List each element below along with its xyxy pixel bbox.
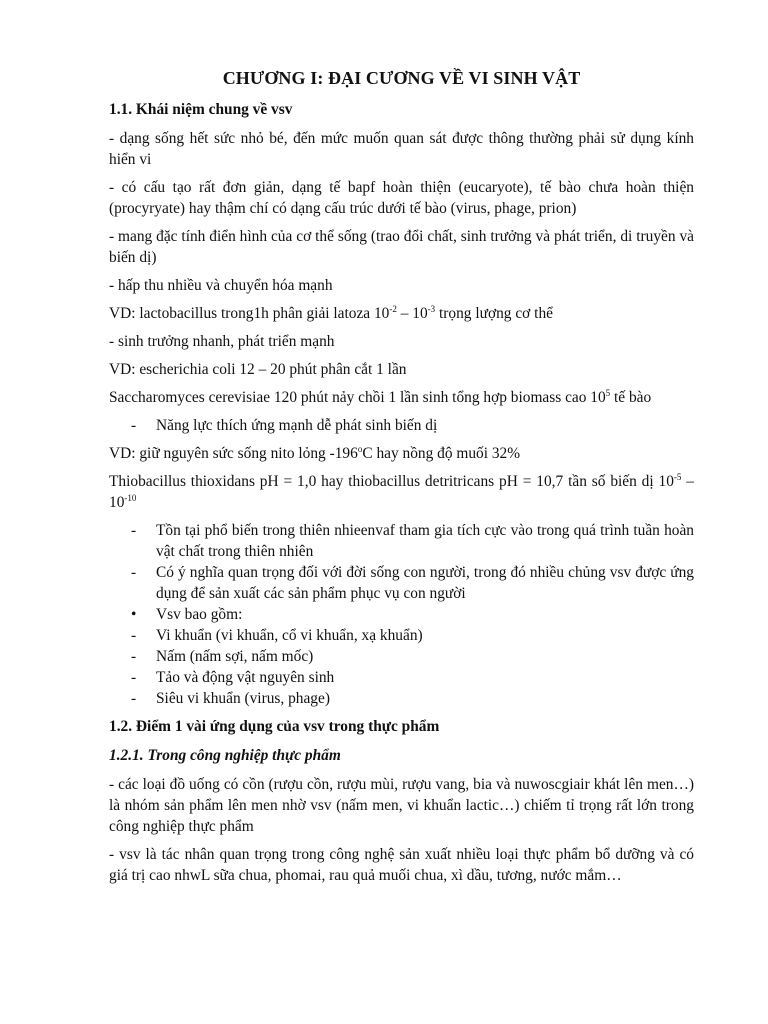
dash-list [109,415,694,436]
paragraph: - sinh trưởng nhanh, phát triển mạnh [109,333,335,350]
dash-marker: - [131,417,137,434]
paragraph: - hấp thu nhiều và chuyển hóa mạnh [109,277,333,294]
dash-marker: - [131,669,137,686]
dash-marker: - [131,648,137,665]
bullet-marker: • [131,606,137,623]
section-heading-1-2: 1.2. Điểm 1 vài ứng dụng của vsv trong thực phẩm [109,718,440,735]
dash-marker: - [131,690,137,707]
paragraph-example: VD: escherichia coli 12 – 20 phút phân cắt 1 lần [109,361,407,378]
paragraph: - có cấu tạo rất đơn giản, dạng tế bapf hoàn thiện (eucaryote), tế bào chưa hoàn thiện (procyryate) hay thậm chí có dạng cấu trúc dưới tế bào (virus, phage, prion) [109,179,694,217]
dash-marker: - [131,564,137,581]
paragraph-example: Thiobacillus thioxidans pH = 1,0 hay thiobacillus detritricans pH = 10,7 tần số biến dị $10^{-5} - 10^{-10}$ [109,472,694,511]
paragraph-example: Saccharomyces cerevisiae 120 phút nảy chồi 1 lần sinh tổng hợp biomass cao $10^5$ tế bào [109,388,652,406]
list-item: - Năng lực thích ứng mạnh dễ phát sinh biến dị [131,417,438,434]
dash-marker: - [131,522,137,539]
paragraph: - vsv là tác nhân quan trọng trong công nghệ sản xuất nhiều loại thực phẩm bổ dưỡng và có giá trị cao nhwL sữa chua, phomai, rau quả muối chua, xì dầu, tương, nước mắm… [109,846,694,884]
paragraph-example: VD: lactobacillus trong1h phân giải latoza $10^{-2} - 10^{-3}$ trọng lượng cơ thể [109,304,553,322]
list-item: - Siêu vi khuẩn (virus, phage) [131,690,330,707]
subsection-heading-1-2-1: 1.2.1. Trong công nghiệp thực phẩm [109,747,341,764]
dash-list [109,520,694,709]
list-item: • Vsv bao gồm: [131,606,243,623]
dash-marker: - [131,627,137,644]
list-item: - Nấm (nấm sợi, nấm mốc) [131,648,314,665]
paragraph: - dạng sống hết sức nhỏ bé, đến mức muốn quan sát được thông thường phải sử dụng kính hiển vi [109,130,694,168]
list-item: - Vi khuẩn (vi khuẩn, cổ vi khuẩn, xạ khuẩn) [131,627,423,644]
section-heading-1-1: 1.1. Khái niệm chung về vsv [109,101,293,118]
paragraph: - các loại đồ uống có cồn (rượu cồn, rượu mùi, rượu vang, bia và nuwoscgiair khát lên men…) là nhóm sản phẩm lên men nhờ vsv (nấm men, vi khuẩn lactic…) chiếm tỉ trọng rất lớn trong công nghiệp thực phẩm [109,776,694,835]
paragraph-example: VD: giữ nguyên sức sống nito lỏng -196$^o$C hay nồng độ muối 32% [109,444,521,462]
list-item: - Tồn tại phổ biến trong thiên nhieenvaf tham gia tích cực vào trong quá trình tuần hoàn vật chất trong thiên nhiên [131,522,694,560]
document-body [109,64,694,893]
list-item: - Tảo và động vật nguyên sinh [131,669,335,686]
list-item: - Có ý nghĩa quan trọng đối với đời sống con người, trong đó nhiều chủng vsv được ứng dụng để sản xuất các sản phẩm phục vụ con người [131,564,694,602]
paragraph: - mang đặc tính điển hình của cơ thể sống (trao đổi chất, sinh trưởng và phát triển, di truyền và biến dị) [109,228,694,266]
chapter-title: CHƯƠNG I: ĐẠI CƯƠNG VỀ VI SINH VẬT [222,68,581,88]
